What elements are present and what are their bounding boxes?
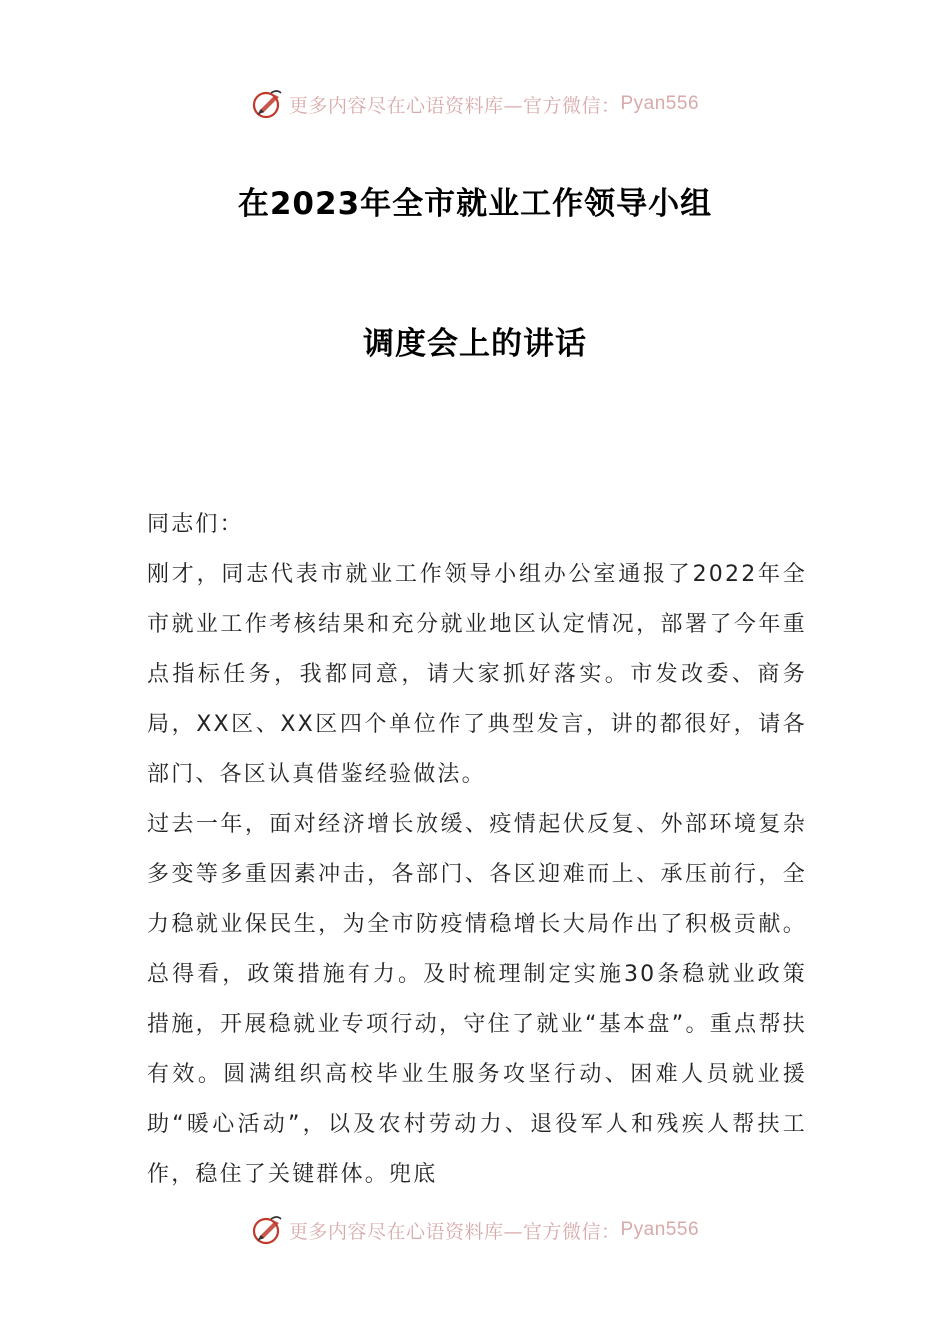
watermark-text: 更多内容尽在心语资料库—官方微信： xyxy=(288,1220,621,1243)
salutation: 同志们： xyxy=(147,512,244,537)
document-title-line-1: 在2023年全市就业工作领导小组 xyxy=(237,186,713,222)
pen-logo-icon xyxy=(251,1213,285,1247)
document-title-line-2: 调度会上的讲话 xyxy=(363,326,587,362)
body-paragraph: 刚才，同志代表市就业工作领导小组办公室通报了2022年全市就业工作考核结果和充分就业地区认定情况，部署了今年重点指标任务，我都同意，请大家抓好落实。市发改委、商务局，XX区、XX区四个单位作了典型发言，讲的都很好，请各部门、各区认真借鉴经验做法。 xyxy=(147,562,807,787)
document-body xyxy=(147,500,807,1200)
footer-watermark xyxy=(0,1210,950,1250)
watermark-wechat-id: Pyan556 xyxy=(620,1219,700,1240)
pen-logo-icon xyxy=(251,87,285,121)
header-watermark xyxy=(0,84,950,124)
watermark-text: 更多内容尽在心语资料库—官方微信： xyxy=(288,94,621,117)
body-paragraph: 过去一年，面对经济增长放缓、疫情起伏反复、外部环境复杂多变等多重因素冲击，各部门、各区迎难而上、承压前行，全力稳就业保民生，为全市防疫情稳增长大局作出了积极贡献。总得看，政策措施有力。及时梳理制定实施30条稳就业政策措施，开展稳就业专项行动，守住了就业“基本盘”。重点帮扶有效。圆满组织高校毕业生服务攻坚行动、困难人员就业援助“暖心活动”，以及农村劳动力、退役军人和残疾人帮扶工作，稳住了关键群体。兜底 xyxy=(147,812,807,1187)
watermark-wechat-id: Pyan556 xyxy=(620,93,700,114)
